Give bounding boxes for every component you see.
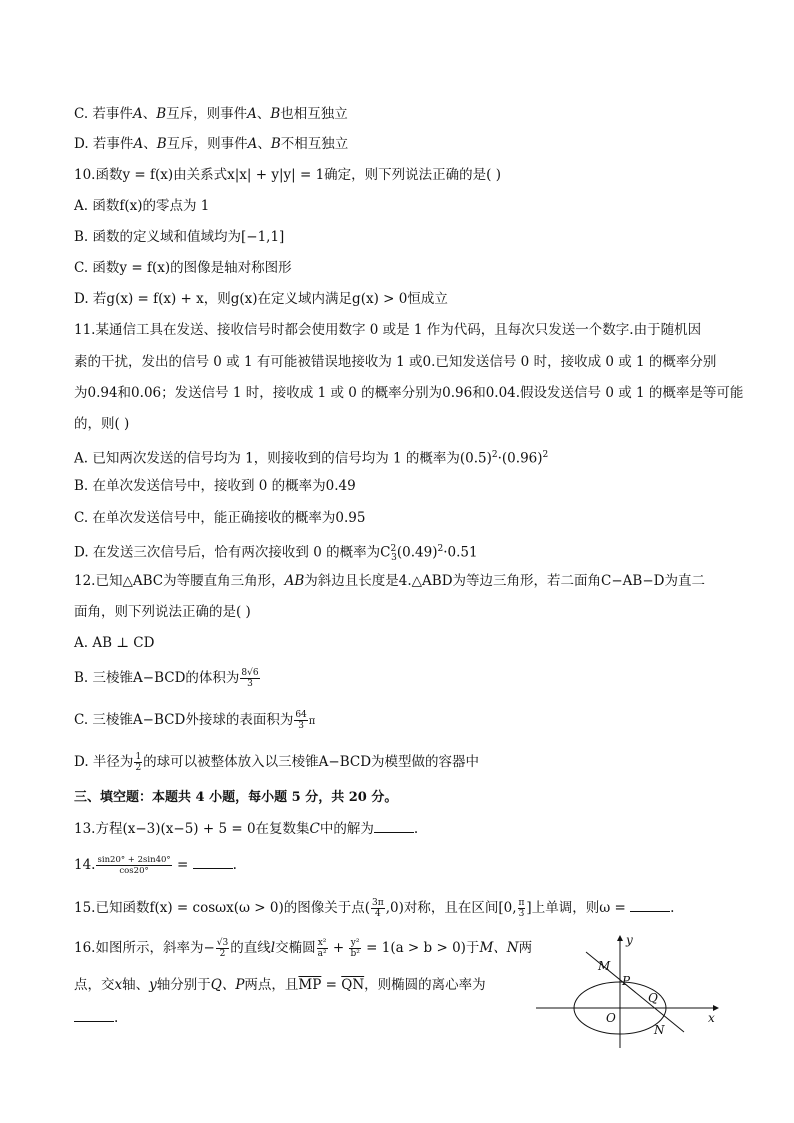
fraction: $\frac{1}{2}$: [135, 752, 142, 773]
fraction: $\frac{\text{x²}}{\text{a²}}$: [317, 938, 327, 959]
q14: 14. $\frac{\sin 20^\circ + 2\sin 40^\circ}{\cos 20^\circ}$ = .: [74, 855, 237, 876]
q10-option-b: B. 函数的定义域和值域均为[−1,1]: [74, 229, 285, 245]
label-q: Q: [648, 991, 658, 1005]
fraction: $\frac{3\pi}{4}$: [372, 898, 384, 919]
q12-stem-line1: 12.已知△ABC为等腰直角三角形，AB为斜边且长度是4.△ABD为等边三角形，若二面角C−AB−D为直二: [74, 573, 705, 589]
answer-blank: [74, 1009, 114, 1022]
fraction: $\frac{\text{y²}}{\text{b²}}$: [350, 938, 360, 959]
fraction: $\frac{\pi}{3}$: [518, 898, 525, 919]
q11-option-c: C. 在单次发送信号中，能正确接收的概率为0.95: [74, 510, 366, 526]
q11-stem-line1: 11.某通信工具在发送、接收信号时都会使用数字 0 或是 1 作为代码，且每次只发送一个数字.由于随机因: [74, 322, 702, 338]
q9-option-c: C. 若事件A、B互斥，则事件A、B也相互独立: [74, 106, 348, 122]
answer-blank: [630, 899, 670, 912]
q12-stem-line2: 面角，则下列说法正确的是( ): [74, 604, 251, 620]
q16-line2: 点，交x轴、y轴分别于Q、P两点，且$\overline{MP} = \overline{QN}$，则椭圆的离心率为: [74, 977, 486, 993]
answer-blank: [193, 856, 233, 869]
q12-option-b: B. 三棱锥A−BCD的体积为 $\frac{8√6}{3}$: [74, 668, 259, 689]
answer-blank: [374, 820, 414, 833]
ellipse-figure: [530, 930, 730, 1050]
q13: 13.方程(x−3)(x−5) + 5 = 0在复数集C中的解为 .: [74, 821, 419, 837]
q11-option-d: D. 在发送三次信号后，恰有两次接收到 0 的概率为$C^2_3(0.49)^2\cdot 0.51$: [74, 544, 478, 564]
q11-option-b: B. 在单次发送信号中，接收到 0 的概率为0.49: [74, 478, 356, 494]
label-y: y: [626, 933, 633, 947]
label-n: N: [654, 1023, 665, 1037]
label-p: P: [622, 974, 631, 988]
q12-option-d: D. 半径为 $\frac{1}{2}$ 的球可以被整体放入以三棱锥A−BCD为模型做的容器中: [74, 752, 480, 773]
q12-option-c: C. 三棱锥A−BCD外接球的表面积为 $\frac{64}{3}$ π: [74, 710, 316, 731]
q11-stem-line3: 为0.94和0.06；发送信号 1 时，接收成 1 或 0 的概率分别为0.96和0.04.假设发送信号 0 或 1 的概率是等可能: [74, 385, 744, 401]
q10-option-a: A. 函数f(x)的零点为 1: [74, 198, 210, 214]
q10-option-d: D. 若g(x) = f(x) + x，则g(x)在定义域内满足g(x) > 0恒成立: [74, 291, 448, 307]
fraction: $\frac{√3}{2}$: [216, 938, 229, 959]
label-m: M: [598, 959, 611, 973]
section-heading: 三、填空题：本题共 4 小题，每小题 5 分，共 20 分。: [74, 790, 398, 805]
label-o: O: [606, 1011, 616, 1025]
q9-option-d: D. 若事件A、B互斥，则事件A、B不相互独立: [74, 136, 349, 152]
q11-stem-line2: 素的干扰，发出的信号 0 或 1 有可能被错误地接收为 1 或0.已知发送信号 0 时，接收成 0 或 1 的概率分别: [74, 354, 717, 370]
fraction: $\frac{64}{3}$: [295, 710, 307, 731]
q12-option-a: A. AB ⊥ CD: [74, 635, 155, 651]
q16-line3: .: [74, 1008, 118, 1028]
fraction: $\frac{\sin 20^\circ + 2\sin 40^\circ}{\cos 20^\circ}$: [97, 855, 171, 876]
q11-option-a: A. 已知两次发送的信号均为 1，则接收到的信号均为 1 的概率为$(0.5)^2\cdot(0.96)^2$: [74, 450, 549, 467]
q16-line1: 16.如图所示，斜率为− $\frac{√3}{2}$ 的直线l交椭圆 $\frac{\text{x²}}{\text{a²}}$ + $\frac{\text{y²}}{\text{b²}}$ = 1(a > b > 0)于M、N两: [74, 938, 533, 959]
label-x: x: [708, 1011, 715, 1025]
q10-stem: 10.函数y = f(x)由关系式x|x| + y|y| = 1确定，则下列说法正确的是( ): [74, 167, 502, 183]
q10-option-c: C. 函数y = f(x)的图像是轴对称图形: [74, 260, 292, 276]
q11-stem-line4: 的，则( ): [74, 416, 130, 432]
q15: 15.已知函数f(x) = cosωx(ω > 0)的图像关于点( $\frac{3\pi}{4}$ ,0)对称，且在区间[0, $\frac{\pi}{3}$ ]上单调，则ω = .: [74, 898, 675, 919]
fraction: $\frac{8√6}{3}$: [241, 668, 259, 689]
